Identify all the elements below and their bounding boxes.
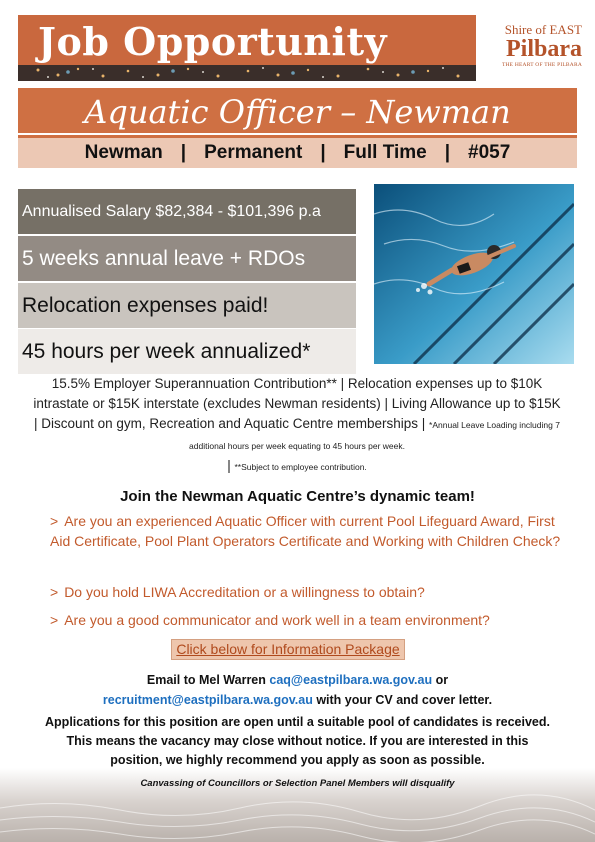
email-instructions	[0, 670, 595, 710]
chevron-right-icon: >	[50, 584, 59, 600]
job-details-bar	[18, 138, 577, 168]
shire-logo	[490, 22, 582, 72]
job-location: Newman	[84, 142, 163, 163]
job-separator: |	[320, 142, 326, 163]
salary-text: Annualised Salary $82,384 - $101,396 p.a	[22, 202, 321, 220]
email-link-caq[interactable]: caq@eastpilbara.wa.gov.au	[269, 673, 433, 687]
information-package-link[interactable]: Click below for Information Package	[171, 639, 405, 660]
relocation-band	[18, 283, 356, 328]
hours-text: 45 hours per week annualized*	[22, 339, 311, 363]
benefits-footnote-1: *Annual Leave Loading including 7 additional hours per week equating to 45 hours per week.	[189, 420, 560, 451]
leave-text: 5 weeks annual leave + RDOs	[22, 246, 306, 270]
question-1-text: Are you an experienced Aquatic Officer with current Pool Lifeguard Award, First Aid Certificate, Pool Plant Operators Certificate and Working with Children Check?	[50, 513, 561, 549]
job-title-block	[18, 88, 577, 140]
leave-band	[18, 236, 356, 281]
header-banner	[18, 15, 476, 81]
job-separator: |	[180, 142, 187, 163]
job-number: #057	[468, 142, 511, 163]
logo-tagline: THE HEART OF THE PILBARA	[501, 62, 582, 68]
job-type: Full Time	[343, 142, 427, 163]
email-prefix: Email to Mel Warren	[146, 673, 266, 687]
question-3	[50, 610, 570, 630]
aboriginal-art-texture	[18, 65, 476, 81]
job-status: Permanent	[204, 142, 303, 163]
question-3-text: Are you a good communicator and work well in a team environment?	[64, 612, 490, 628]
salary-band	[18, 189, 356, 234]
email-middle: or	[435, 673, 449, 687]
join-heading: Join the Newman Aquatic Centre’s dynamic team!	[120, 488, 475, 505]
benefits-main: 15.5% Employer Superannuation Contribution** | Relocation expenses up to $10K intrastate or $15K interstate (excludes Newman residents) | Living Allowance up to $15K | Discount on gym, Recreation and Aquatic Centre memberships |	[33, 376, 561, 431]
email-link-recruitment[interactable]: recruitment@eastpilbara.wa.gov.au	[102, 693, 313, 707]
job-separator: |	[444, 142, 451, 163]
question-1	[50, 511, 570, 551]
hours-band	[18, 329, 356, 374]
benefits-footnote-2: **Subject to employee contribution.	[234, 462, 367, 472]
chevron-right-icon: >	[50, 513, 59, 529]
question-2-text: Do you hold LIWA Accreditation or a willingness to obtain?	[64, 584, 425, 600]
benefits-separator: |	[227, 458, 231, 473]
logo-line2: Pilbara	[506, 36, 582, 62]
applications-note: Applications for this position are open until a suitable pool of candidates is received. This means the vacancy may close without notice. If you are interested in this position, we highly recommend you apply as soon as possible.	[45, 715, 550, 767]
pool-swimmer-image	[374, 184, 574, 364]
job-title: Aquatic Officer – Newman	[84, 93, 511, 131]
page-title: Job Opportunity	[38, 19, 388, 64]
chevron-right-icon: >	[50, 612, 59, 628]
email-suffix: with your CV and cover letter.	[316, 693, 493, 707]
logo-line1: Shire of EAST	[504, 22, 582, 37]
question-2	[50, 582, 570, 602]
canvassing-notice: Canvassing of Councillors or Selection Panel Members will disqualify	[140, 778, 455, 789]
swimmer-photo	[374, 184, 574, 364]
benefits-paragraph	[32, 374, 562, 477]
relocation-text: Relocation expenses paid!	[22, 293, 269, 317]
